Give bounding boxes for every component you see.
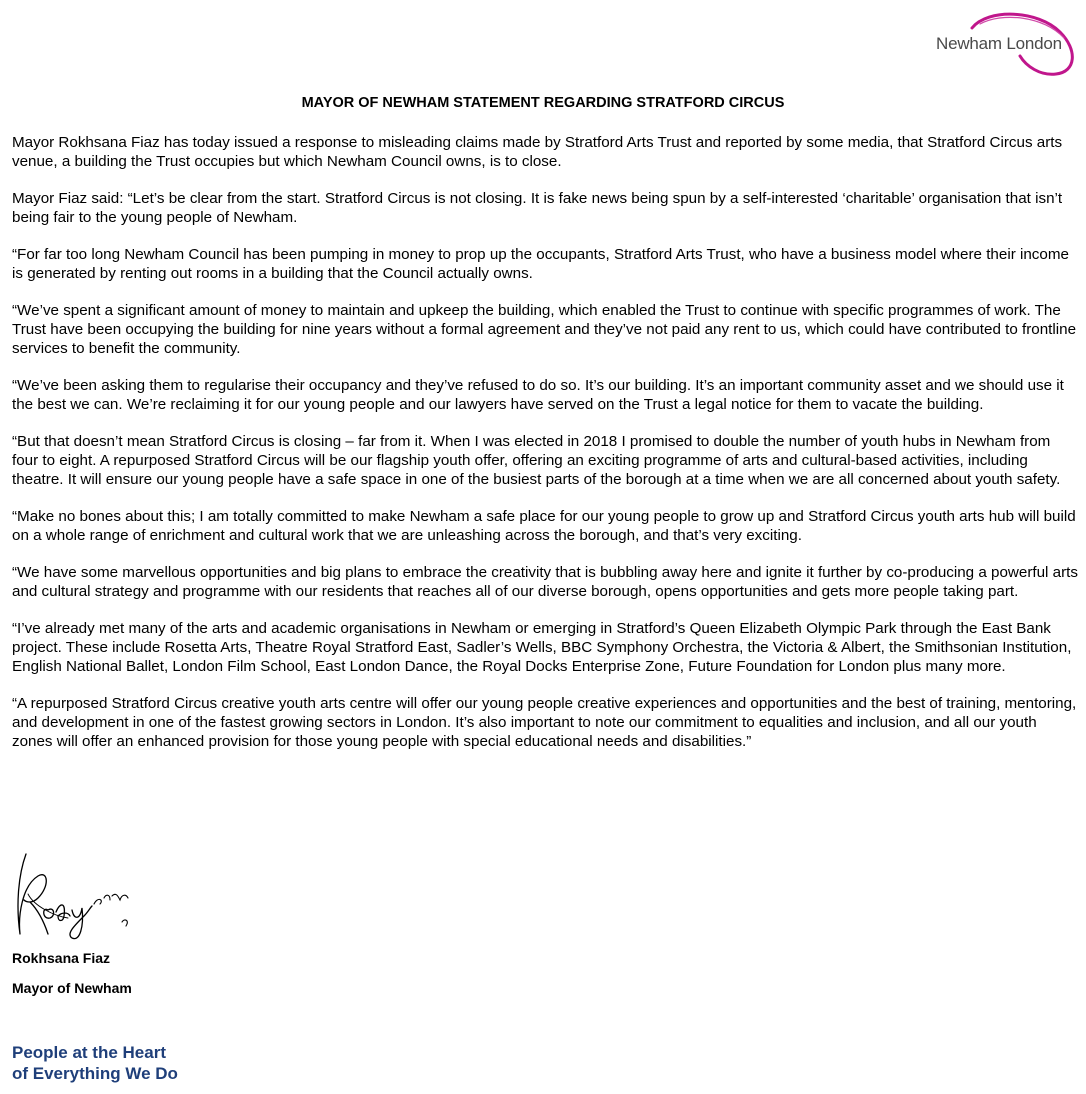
newham-london-logo: [928, 10, 1078, 80]
paragraph: “But that doesn’t mean Stratford Circus is closing – far from it. When I was elected in 2018 I promised to double the number of youth hubs in Newham from four to eight. A repurposed Stratford Circus will be our flagship youth offer, offering an exciting programme of arts and cultural-based activities, including theatre. It will ensure our young people have a safe space in one of the busiest parts of the borough at a time when we are all concerned about youth safety.: [12, 433, 1061, 488]
document-title: MAYOR OF NEWHAM STATEMENT REGARDING STRATFORD CIRCUS: [301, 95, 785, 111]
signer-name: Rokhsana Fiaz: [12, 950, 111, 966]
paragraph: “We’ve been asking them to regularise their occupancy and they’ve refused to do so. It’s our building. It’s an important community asset and we should use it the best we can. We’re reclaiming it for our young people and our lawyers have served on the Trust a legal notice for them to vacate the building.: [12, 377, 1064, 413]
logo-text: Newham London: [936, 34, 1062, 53]
signer-title: Mayor of Newham: [12, 980, 132, 996]
paragraph: “We have some marvellous opportunities and big plans to embrace the creativity that is bubbling away here and ignite it further by co-producing a powerful arts and cultural strategy and programme with our residents that reaches all of our diverse borough, opens opportunities and gets more people taking part.: [12, 564, 1078, 600]
paragraph: “A repurposed Stratford Circus creative youth arts centre will offer our young people creative experiences and opportunities and the best of training, mentoring, and development in one of the fastest growing sectors in London. It’s also important to note our commitment to equalities and inclusion, and all our youth zones will offer an enhanced provision for those young people with special educational needs and disabilities.”: [12, 695, 1077, 750]
signature-icon: [8, 846, 148, 946]
paragraph: “I’ve already met many of the arts and academic organisations in Newham or emerging in Stratford’s Queen Elizabeth Olympic Park through the East Bank project. These include Rosetta Arts, Theatre Royal Stratford East, Sadler’s Wells, BBC Symphony Orchestra, the Victoria & Albert, the Smithsonian Institution, English National Ballet, London Film School, East London Dance, the Royal Docks Enterprise Zone, Future Foundation for London plus many more.: [12, 620, 1072, 675]
paragraph: “We’ve spent a significant amount of money to maintain and upkeep the building, which enabled the Trust to continue with specific programmes of work. The Trust have been occupying the building for nine years without a formal agreement and they’ve not paid any rent to us, which could have contributed to frontline services to benefit the community.: [12, 302, 1077, 357]
tagline-line-2: of Everything We Do: [12, 1064, 178, 1083]
tagline: [12, 1042, 178, 1084]
paragraph: Mayor Rokhsana Fiaz has today issued a response to misleading claims made by Stratford Arts Trust and reported by some media, that Stratford Circus arts venue, a building the Trust occupies but which Newham Council owns, is to close.: [12, 134, 1063, 170]
tagline-line-1: People at the Heart: [12, 1043, 166, 1062]
paragraph: “Make no bones about this; I am totally committed to make Newham a safe place for our young people to grow up and Stratford Circus youth arts hub will build on a whole range of enrichment and cultural work that we are unleashing across the borough, and that’s very exciting.: [12, 508, 1076, 544]
paragraph: Mayor Fiaz said: “Let’s be clear from the start. Stratford Circus is not closing. It is fake news being spun by a self-interested ‘charitable’ organisation that isn’t being fair to the young people of Newham.: [12, 190, 1063, 226]
paragraph: “For far too long Newham Council has been pumping in money to prop up the occupants, Stratford Arts Trust, who have a business model where their income is generated by renting out rooms in a building that the Council actually owns.: [12, 246, 1069, 282]
handwritten-signature: [8, 846, 148, 946]
statement-body: [12, 133, 1078, 769]
